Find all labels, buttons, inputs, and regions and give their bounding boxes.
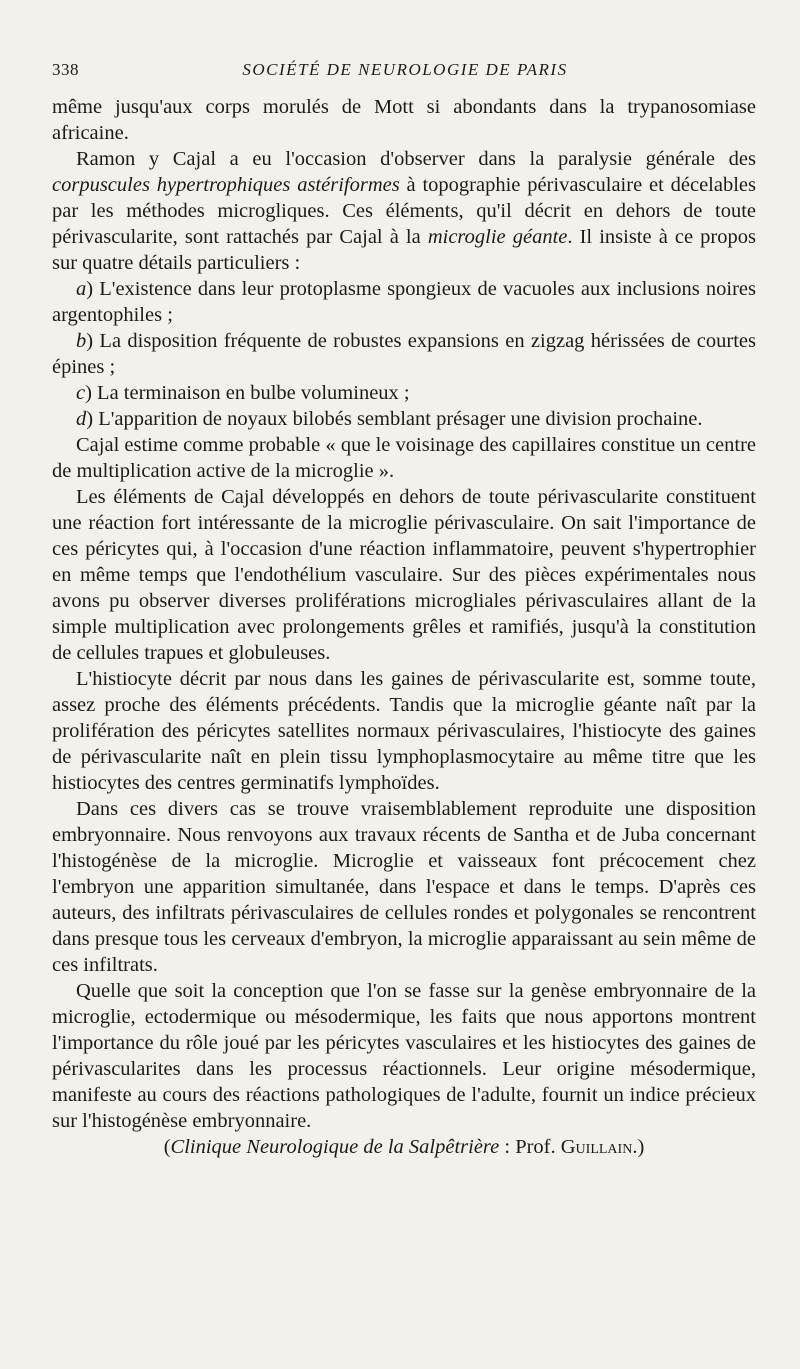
list-item-text: ) La disposition fréquente de robustes expansions en zigzag hérissées de courtes épines ; — [52, 330, 756, 378]
clinic-name: Clinique Neurologique de la Salpêtrière — [170, 1136, 500, 1158]
text-run: . Il insiste à ce propos sur quatre détails particuliers : — [52, 226, 756, 274]
list-item-label: d — [76, 408, 87, 430]
list-item-text: ) L'existence dans leur protoplasme spongieux de vacuoles aux inclusions noires argentophiles ; — [52, 278, 756, 326]
text-run: : Prof. — [499, 1136, 561, 1158]
list-item-label: c — [76, 382, 86, 404]
list-item-text: ) La terminaison en bulbe volumineux ; — [85, 382, 410, 404]
professor-name: Guillain — [560, 1136, 633, 1158]
list-item-label: a — [76, 278, 87, 300]
article-body — [52, 94, 756, 1160]
credit-line — [52, 1134, 756, 1160]
paragraph-embryonnaire: Dans ces divers cas se trouve vraisemblablement reproduite une disposition embryonnaire. Nous renvoyons aux travaux récents de Santha et de Juba concernant l'histogénèse de la microglie. Microglie et vaisseaux font précocement chez l'embryon une apparition simultanée, dans l'espace et dans le temps. D'après ces auteurs, des infiltrats périvasculaires de cellules rondes et polygonales se rencontrent dans presque tous les cerveaux d'embryon, la microglie apparaissant au sein même de ces infiltrats. — [52, 798, 756, 976]
emphasis-microglie-geante: microglie géante — [427, 226, 568, 248]
list-item-b — [52, 328, 756, 380]
journal-title: SOCIÉTÉ DE NEUROLOGIE DE PARIS — [242, 60, 568, 79]
list-item-c — [52, 380, 756, 406]
paragraph-conclusion: Quelle que soit la conception que l'on se fasse sur la genèse embryonnaire de la microglie, ectodermique ou mésodermique, les faits que nous apportons montrent l'importance du rôle joué par les péricytes vasculaires et les histiocytes des gaines de périvascularites dans les processus réactionnels. Leur origine mésodermique, manifeste au cours des réactions pathologiques de l'adulte, fournit un indice précieux sur l'histogénèse embryonnaire. — [52, 980, 756, 1132]
text-run: Ramon y Cajal a eu l'occasion d'observer dans la paralysie générale des — [76, 148, 756, 170]
list-item-d — [52, 406, 756, 432]
emphasis-corpuscules: corpuscules hypertrophiques astériformes — [52, 174, 400, 196]
text-run: à topographie périvasculaire et décelables par les méthodes microgliques. Ces éléments, qu'il décrit en dehors de toute périvascularite, sont rattachés par Cajal à la — [52, 174, 756, 248]
list-item-a — [52, 276, 756, 328]
list-item-text: ) L'apparition de noyaux bilobés semblant présager une division prochaine. — [86, 408, 703, 430]
text-run: .) — [632, 1136, 645, 1158]
paragraph-cajal-estime: Cajal estime comme probable « que le voisinage des capillaires constitue un centre de multiplication active de la microglie ». — [52, 434, 756, 482]
text-run: ( — [163, 1136, 171, 1158]
paragraph-elements: Les éléments de Cajal développés en dehors de toute périvascularite constituent une réaction fort intéressante de la microglie périvasculaire. On sait l'importance de ces péricytes qui, à l'occasion d'une réaction inflammatoire, peuvent s'hypertrophier en même temps que l'endothélium vasculaire. Sur des pièces expérimentales nous avons pu observer diverses proliférations microgliales périvasculaires allant de la simple multiplication avec prolongements grêles et ramifiés, jusqu'à la constitution de cellules trapues et globuleuses. — [52, 486, 756, 664]
list-item-label: b — [76, 330, 87, 352]
paragraph-histiocyte: L'histiocyte décrit par nous dans les gaines de périvascularite est, somme toute, assez proche des éléments précédents. Tandis que la microglie géante naît par la prolifération des péricytes satellites normaux périvasculaires, l'histiocyte des gaines de périvascularite naît en plein tissu lymphoplasmocytaire au même titre que les histiocytes des centres germinatifs lymphoïdes. — [52, 668, 756, 794]
running-head — [52, 60, 758, 84]
page-number: 338 — [52, 60, 79, 79]
paragraph-cajal — [52, 146, 756, 276]
paragraph-continuation: même jusqu'aux corps morulés de Mott si abondants dans la trypanosomiase africaine. — [52, 96, 756, 144]
